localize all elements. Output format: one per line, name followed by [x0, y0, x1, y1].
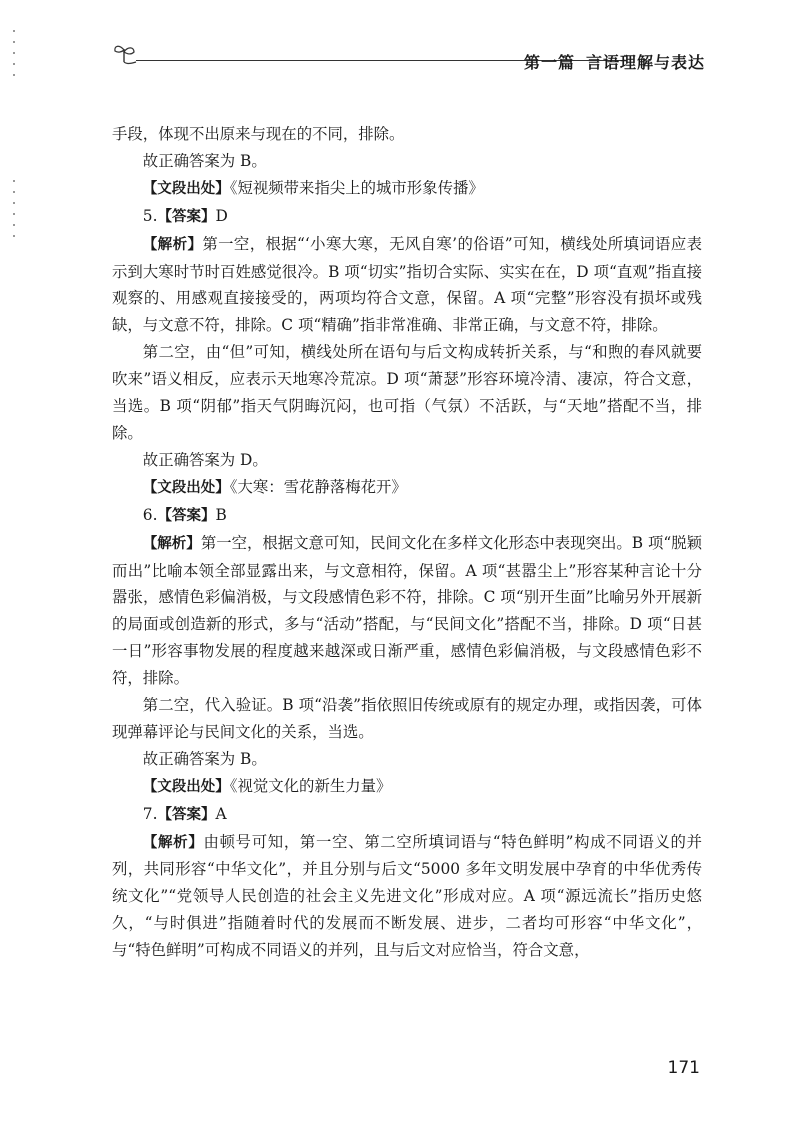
- paragraph-text: 《视觉文化的新生力量》: [229, 776, 392, 795]
- question-number: 5.: [142, 206, 158, 225]
- paragraph: [112, 121, 702, 148]
- section-tag: 【文段出处】: [142, 778, 230, 795]
- paragraph-text: 故正确答案为 B。: [142, 151, 267, 170]
- section-tag: 【答案】: [157, 507, 216, 524]
- paragraph: [112, 746, 702, 773]
- section-tag: 【文段出处】: [142, 479, 230, 496]
- question-number: 7.: [142, 804, 158, 823]
- paragraph-text: 第一空，根据“‘小寒大寒，无风自寒’的俗语”可知，横线处所填词语应表示到大寒时节时百姓感觉很冷。B 项“切实”指切合实际、实实在在，D 项“直观”指直接观察的、用感观直接接受的，两项均符合文意，保留。A 项“完整”形容没有损坏或残缺，与文意不符，排除。C 项“精确”指非常准确、非常正确，与文意不符，排除。: [112, 234, 703, 335]
- section-tag: 【解析】: [142, 236, 203, 253]
- page-number: 171: [667, 1058, 700, 1078]
- paragraph-text: 第二空，由“但”可知，横线处所在语句与后文构成转折关系，与“和煦的春风就要吹来”语义相反，应表示天地寒冷荒凉。D 项“萧瑟”形容环境冷清、凄凉，符合文意，当选。B 项“阴郁”指天气阴晦沉闷，也可指（气氛）不活跃，与“天地”搭配不当，排除。: [112, 343, 702, 442]
- paragraph: [112, 502, 702, 530]
- section-label: 言语理解与表达: [586, 53, 706, 72]
- paragraph-text: 故正确答案为 B。: [142, 749, 267, 768]
- paragraph-text: A: [215, 804, 227, 823]
- paragraph-text: 第二空，代入验证。B 项“沿袭”指依照旧传统或原有的规定办理，或指因袭，可体现弹幕评论与民间文化的关系，当选。: [112, 696, 702, 741]
- chapter-label: 第一篇: [524, 53, 576, 72]
- body-text: [112, 121, 702, 964]
- paragraph: [112, 231, 702, 340]
- paragraph-text: B: [215, 505, 227, 524]
- paragraph-text: 手段，体现不出原来与现在的不同，排除。: [112, 125, 405, 143]
- section-tag: 【答案】: [157, 208, 216, 225]
- paragraph: [112, 773, 702, 801]
- section-tag: 【解析】: [142, 535, 201, 552]
- section-tag: 【解析】: [142, 834, 204, 851]
- paragraph: [112, 474, 702, 502]
- paragraph: [112, 175, 702, 203]
- paragraph-text: 《大寒：雪花静落梅花开》: [229, 477, 407, 496]
- paragraph-text: 第一空，根据文意可知，民间文化在多样文化形态中表现突出。B 项“脱颖而出”比喻本领全部显露出来，与文意相符，保留。A 项“甚嚣尘上”形容某种言论十分嚣张，感情色彩偏消极，与文段感情色彩不符，排除。C 项“别开生面”比喻另外开展新的局面或创造新的形式，多与“活动”搭配，与“民间文化”搭配不当，排除。D 项“日甚一日”形容事物发展的程度越来越深或日渐严重，感情色彩偏消极，与文段感情色彩不符，排除。: [112, 533, 703, 688]
- leaf-sprout-icon: [112, 40, 138, 66]
- paragraph: [112, 801, 702, 829]
- paragraph-text: 故正确答案为 D。: [142, 450, 268, 469]
- question-number: 6.: [142, 505, 158, 524]
- paragraph: [112, 829, 702, 965]
- binding-marks-lower: [12, 180, 18, 246]
- running-header: [112, 40, 800, 80]
- section-tag: 【文段出处】: [142, 180, 230, 197]
- paragraph-text: 《短视频带来指尖上的城市形象传播》: [229, 178, 484, 197]
- binding-marks: [12, 30, 18, 85]
- paragraph: [112, 447, 702, 474]
- paragraph: [112, 203, 702, 231]
- paragraph: [112, 530, 702, 692]
- paragraph: [112, 339, 702, 447]
- paragraph-text: 由顿号可知，第一空、第二空所填词语与“特色鲜明”构成不同语义的并列，共同形容“中华文化”，并且分别与后文“5000 多年文明发展中孕育的中华优秀传统文化”“党领导人民创造的社会主义先进文化”形成对应。A 项“源远流长”指历史悠久，“与时俱进”指随着时代的发展而不断发展、进步，二者均可形容“中华文化”，与“特色鲜明”可构成不同语义的并列，且与后文对应恰当，符合文意，: [112, 832, 702, 960]
- section-tag: 【答案】: [157, 806, 216, 823]
- paragraph: [112, 692, 702, 746]
- paragraph-text: D: [215, 206, 228, 225]
- paragraph: [112, 148, 702, 175]
